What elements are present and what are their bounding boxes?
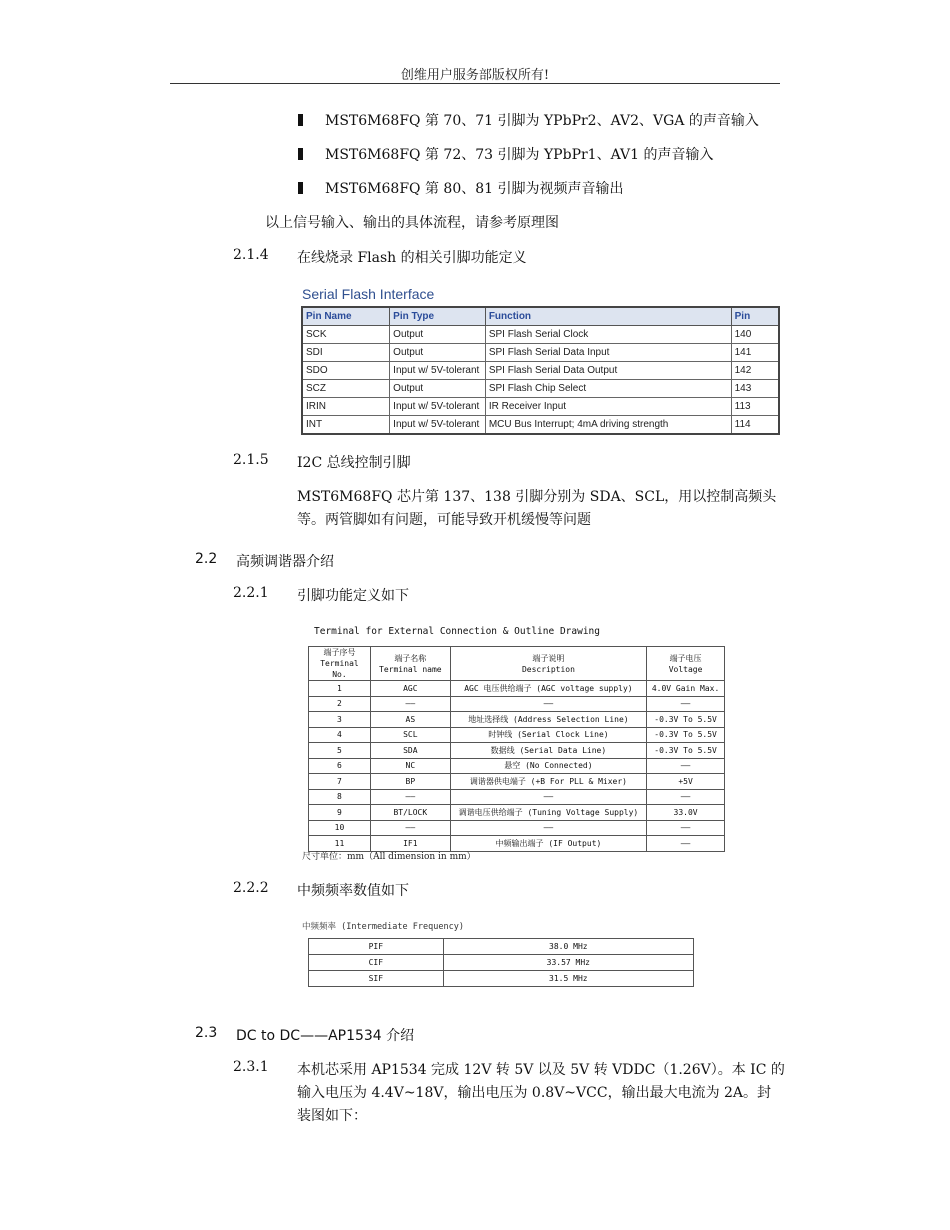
table-cell: IRIN — [302, 398, 390, 416]
table-cell: SDI — [302, 344, 390, 362]
table-cell: Output — [390, 380, 486, 398]
section-title: I2C 总线控制引脚 — [297, 455, 411, 471]
table-row — [309, 696, 725, 712]
table-cell: IR Receiver Input — [485, 398, 731, 416]
table-header-row — [309, 647, 725, 681]
table-cell: SPI Flash Chip Select — [485, 380, 731, 398]
table-cell: IF1 — [370, 836, 450, 852]
section-title: 引脚功能定义如下 — [297, 588, 409, 604]
intro-note: 以上信号输入、输出的具体流程，请参考原理图 — [265, 215, 559, 231]
table-row — [309, 820, 725, 836]
table-cell: BP — [370, 774, 450, 790]
bullet-text: MST6M68FQ 第 72、73 引脚为 YPbPr1、AV1 的声音输入 — [325, 147, 714, 163]
section-heading: DC to DC——AP1534 介绍 — [236, 1028, 415, 1044]
serial-flash-table — [301, 306, 780, 435]
bullet-text: MST6M68FQ 第 70、71 引脚为 YPbPr2、AV2、VGA 的声音输入 — [325, 113, 759, 129]
table-cell: —— — [647, 758, 725, 774]
table-cell: 2 — [309, 696, 371, 712]
table-cell: —— — [450, 696, 646, 712]
table-row — [309, 758, 725, 774]
table-cell: 数据线 (Serial Data Line) — [450, 743, 646, 759]
table-cell: 悬空 (No Connected) — [450, 758, 646, 774]
table-cell: Input w/ 5V-tolerant — [390, 416, 486, 435]
table-cell: —— — [370, 820, 450, 836]
table-cell: 114 — [731, 416, 779, 435]
column-header — [309, 647, 371, 681]
table-cell: SPI Flash Serial Data Output — [485, 362, 731, 380]
table-cell: 31.5 MHz — [443, 971, 693, 987]
table-row — [309, 805, 725, 821]
table-cell: 10 — [309, 820, 371, 836]
section-title: 在线烧录 Flash 的相关引脚功能定义 — [297, 250, 527, 266]
table-cell: SDO — [302, 362, 390, 380]
table-cell: 113 — [731, 398, 779, 416]
table-row — [309, 971, 694, 987]
header-cn: 端子名称 — [394, 653, 427, 663]
bullet-item — [298, 110, 759, 130]
header-cn: 端子电压 — [669, 653, 702, 663]
section-number: 2.2.1 — [233, 585, 269, 601]
table-cell: -0.3V To 5.5V — [647, 712, 725, 728]
table-row — [309, 774, 725, 790]
table-cell: —— — [370, 696, 450, 712]
table-row — [309, 743, 725, 759]
table-row — [302, 344, 779, 362]
column-header: Function — [485, 307, 731, 326]
table-cell: 140 — [731, 326, 779, 344]
table-row — [309, 955, 694, 971]
table-cell: —— — [450, 789, 646, 805]
bullet-marker — [298, 182, 303, 194]
bullet-marker — [298, 114, 303, 126]
table-cell: 6 — [309, 758, 371, 774]
header-en: Description — [521, 664, 575, 674]
section-number: 2.1.5 — [233, 452, 269, 468]
bullet-item — [298, 144, 713, 164]
table-row — [309, 789, 725, 805]
section-title: 中频频率数值如下 — [297, 883, 409, 899]
terminal-caption: Terminal for External Connection & Outline Drawing — [314, 626, 600, 637]
section-number: 2.3.1 — [233, 1059, 269, 1075]
header-en: Voltage — [668, 664, 703, 674]
column-header — [370, 647, 450, 681]
table-row — [302, 326, 779, 344]
page-header: 创维用户服务部版权所有! — [400, 68, 550, 83]
paragraph-line: 输入电压为 4.4V~18V，输出电压为 0.8V~VCC，输出最大电流为 2A。封 — [297, 1085, 772, 1101]
column-header: Pin Name — [302, 307, 390, 326]
table-cell: 调谐电压供给端子 (Tuning Voltage Supply) — [450, 805, 646, 821]
table-cell: SPI Flash Serial Data Input — [485, 344, 731, 362]
table-cell: +5V — [647, 774, 725, 790]
table-cell: NC — [370, 758, 450, 774]
table-cell: CIF — [309, 955, 444, 971]
table-row — [302, 362, 779, 380]
terminal-table — [308, 646, 725, 852]
table-cell: AGC 电压供给端子 (AGC voltage supply) — [450, 681, 646, 697]
table-row — [309, 681, 725, 697]
table-cell: 1 — [309, 681, 371, 697]
table-cell: 33.57 MHz — [443, 955, 693, 971]
section-number: 2.2.2 — [233, 880, 269, 896]
bullet-item — [298, 178, 624, 198]
column-header — [450, 647, 646, 681]
table-cell: Output — [390, 326, 486, 344]
table-cell: 141 — [731, 344, 779, 362]
header-cn: 端子序号 — [323, 648, 356, 657]
table-cell: SCZ — [302, 380, 390, 398]
table-cell: 5 — [309, 743, 371, 759]
table-cell: 4.0V Gain Max. — [647, 681, 725, 697]
table-cell: 143 — [731, 380, 779, 398]
table-cell: —— — [647, 836, 725, 852]
table-cell: 33.0V — [647, 805, 725, 821]
section-number: 2.3 — [195, 1025, 218, 1041]
table-cell: SDA — [370, 743, 450, 759]
table-cell: AGC — [370, 681, 450, 697]
table-cell: —— — [647, 789, 725, 805]
section-heading: 高频调谐器介绍 — [236, 554, 334, 570]
table-header-row — [302, 307, 779, 326]
bullet-text: MST6M68FQ 第 80、81 引脚为视频声音输出 — [325, 181, 624, 197]
table-cell: Output — [390, 344, 486, 362]
table-row — [309, 939, 694, 955]
table-cell: Input w/ 5V-tolerant — [390, 362, 486, 380]
header-en: Terminal No. — [320, 659, 359, 679]
table-cell: 时钟线 (Serial Clock Line) — [450, 727, 646, 743]
table-row — [302, 398, 779, 416]
table-row — [302, 416, 779, 435]
bullet-marker — [298, 148, 303, 160]
table-cell: -0.3V To 5.5V — [647, 727, 725, 743]
table-cell: —— — [370, 789, 450, 805]
table-cell: PIF — [309, 939, 444, 955]
table-cell: 9 — [309, 805, 371, 821]
table-cell: 地址选择线 (Address Selection Line) — [450, 712, 646, 728]
header-en: Terminal name — [379, 664, 442, 674]
if-frequency-caption: 中频频率 (Intermediate Frequency) — [302, 922, 464, 932]
paragraph-line: 等。两管脚如有问题，可能导致开机缓慢等问题 — [297, 512, 591, 528]
table-cell: 142 — [731, 362, 779, 380]
serial-flash-caption: Serial Flash Interface — [302, 286, 435, 302]
paragraph-line: 装图如下： — [297, 1108, 367, 1124]
table-cell: BT/LOCK — [370, 805, 450, 821]
table-cell: —— — [647, 696, 725, 712]
table-cell: 38.0 MHz — [443, 939, 693, 955]
paragraph-line: MST6M68FQ 芯片第 137、138 引脚分别为 SDA、SCL，用以控制高频头 — [297, 489, 777, 505]
table-cell: SCK — [302, 326, 390, 344]
table-cell: -0.3V To 5.5V — [647, 743, 725, 759]
table-cell: 11 — [309, 836, 371, 852]
table-cell: MCU Bus Interrupt; 4mA driving strength — [485, 416, 731, 435]
table-cell: 调谐器供电端子 (+B For PLL & Mixer) — [450, 774, 646, 790]
table-cell: 4 — [309, 727, 371, 743]
table-cell: INT — [302, 416, 390, 435]
table-cell: Input w/ 5V-tolerant — [390, 398, 486, 416]
section-number: 2.1.4 — [233, 247, 269, 263]
table-cell: 3 — [309, 712, 371, 728]
table-cell: SPI Flash Serial Clock — [485, 326, 731, 344]
table-row — [309, 712, 725, 728]
table-cell: 7 — [309, 774, 371, 790]
column-header: Pin — [731, 307, 779, 326]
table-row — [309, 727, 725, 743]
table-cell: —— — [450, 820, 646, 836]
column-header: Pin Type — [390, 307, 486, 326]
table-cell: SCL — [370, 727, 450, 743]
table-cell: —— — [647, 820, 725, 836]
table-row — [302, 380, 779, 398]
column-header — [647, 647, 725, 681]
table-cell: AS — [370, 712, 450, 728]
table-cell: SIF — [309, 971, 444, 987]
paragraph-line: 本机芯采用 AP1534 完成 12V 转 5V 以及 5V 转 VDDC（1.26V）。本 IC 的 — [297, 1062, 785, 1078]
dimension-note: 尺寸单位：mm（All dimension in mm） — [302, 852, 476, 862]
if-frequency-table — [308, 938, 694, 987]
table-cell: 8 — [309, 789, 371, 805]
table-cell: 中频输出端子 (IF Output) — [450, 836, 646, 852]
header-divider — [170, 83, 780, 84]
header-cn: 端子说明 — [532, 653, 565, 663]
section-number: 2.2 — [195, 551, 218, 567]
